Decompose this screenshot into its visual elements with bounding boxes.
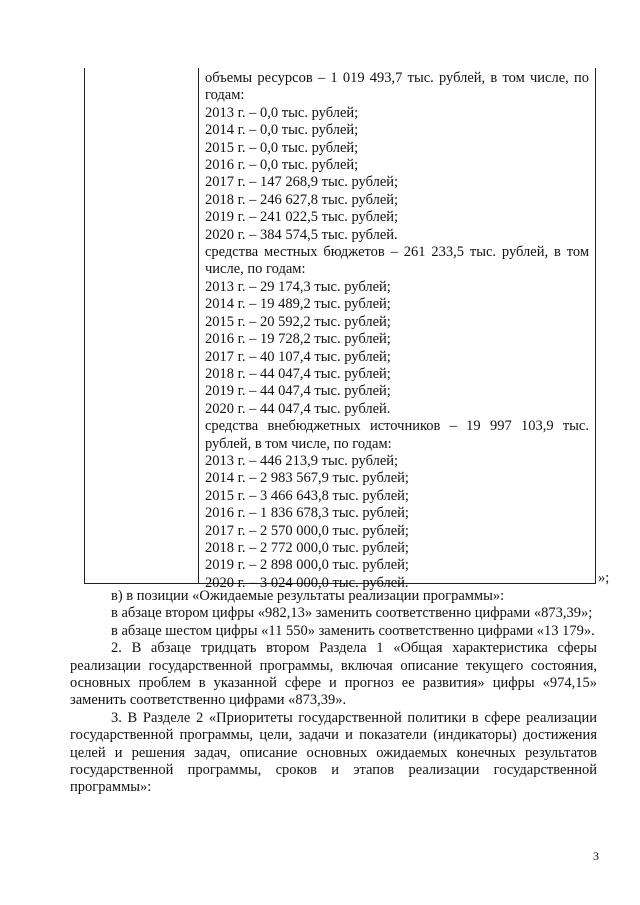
- table-line: 2016 г. – 1 836 678,3 тыс. рублей;: [205, 505, 409, 522]
- table-line: 2014 г. – 2 983 567,9 тыс. рублей;: [205, 470, 409, 487]
- closing-quote: »;: [598, 570, 610, 586]
- paragraph: в) в позиции «Ожидаемые результаты реализации программы»:: [111, 588, 505, 604]
- table-line: 2016 г. – 19 728,2 тыс. рублей;: [205, 331, 391, 348]
- page-number: 3: [593, 849, 599, 863]
- table-line: рублей, в том числе, по годам:: [205, 435, 392, 452]
- table-line: средства местных бюджетов – 261 233,5 тыс. рублей, в том: [205, 244, 589, 261]
- column-divider: [198, 68, 199, 583]
- table-line: 2015 г. – 0,0 тыс. рублей;: [205, 139, 359, 156]
- table-line: 2015 г. – 20 592,2 тыс. рублей;: [205, 313, 391, 330]
- table-line: 2013 г. – 0,0 тыс. рублей;: [205, 104, 359, 121]
- paragraph: 3. В Разделе 2 «Приоритеты государственной политики в сфере реализации государственной программы, цели, задачи и показатели (индикаторы) достижения целей и решения задач, описание основных ожидаемых конечных результатов государственной программы, сроков и этапов реализации государственной программы»:: [70, 709, 597, 796]
- table-line: 2013 г. – 446 213,9 тыс. рублей;: [205, 452, 399, 469]
- table-line: 2020 г. – 384 574,5 тыс. рублей.: [205, 226, 398, 243]
- table-line: 2019 г. – 241 022,5 тыс. рублей;: [205, 209, 399, 226]
- table-line: 2019 г. – 44 047,4 тыс. рублей;: [205, 383, 391, 400]
- table-line: 2014 г. – 0,0 тыс. рублей;: [205, 122, 359, 139]
- amendment-text: [70, 588, 597, 797]
- table-line: годам:: [205, 87, 245, 104]
- table-line: 2018 г. – 246 627,8 тыс. рублей;: [205, 191, 399, 208]
- table-line: 2017 г. – 40 107,4 тыс. рублей;: [205, 348, 391, 365]
- table-line: 2015 г. – 3 466 643,8 тыс. рублей;: [205, 487, 409, 504]
- table-line: числе, по годам:: [205, 261, 306, 278]
- paragraph: 2. В абзаце тридцать втором Раздела 1 «Общая характеристика сферы реализации государственной программы, включая описание текущего состояния, основных проблем в указанной сфере и прогноз ее развития» цифры «974,15» заменить соответственно цифрами «873,39».: [70, 640, 597, 709]
- paragraph: в абзаце втором цифры «982,13» заменить соответственно цифрами «873,39»;: [111, 605, 593, 622]
- table-line: 2017 г. – 2 570 000,0 тыс. рублей;: [205, 522, 409, 539]
- table-line: 2020 г. – 44 047,4 тыс. рублей.: [205, 400, 391, 417]
- paragraph: в абзаце шестом цифры «11 550» заменить соответственно цифрами «13 179».: [111, 622, 595, 639]
- table-line: 2018 г. – 44 047,4 тыс. рублей;: [205, 365, 391, 382]
- table-line: объемы ресурсов – 1 019 493,7 тыс. рублей, в том числе, по: [205, 70, 589, 86]
- table-line: 2014 г. – 19 489,2 тыс. рублей;: [205, 296, 391, 313]
- table-line: 2019 г. – 2 898 000,0 тыс. рублей;: [205, 557, 409, 574]
- table-line: 2016 г. – 0,0 тыс. рублей;: [205, 157, 359, 174]
- table-line: 2013 г. – 29 174,3 тыс. рублей;: [205, 278, 391, 295]
- table-line: 2018 г. – 2 772 000,0 тыс. рублей;: [205, 539, 409, 556]
- table-line: средства внебюджетных источников – 19 997 103,9 тыс.: [205, 418, 589, 435]
- table-line: 2017 г. – 147 268,9 тыс. рублей;: [205, 174, 399, 191]
- table-line: 2020 г. – 3 024 000,0 тыс. рублей.: [205, 574, 409, 591]
- resources-cell: [205, 70, 589, 592]
- program-table: [84, 68, 596, 591]
